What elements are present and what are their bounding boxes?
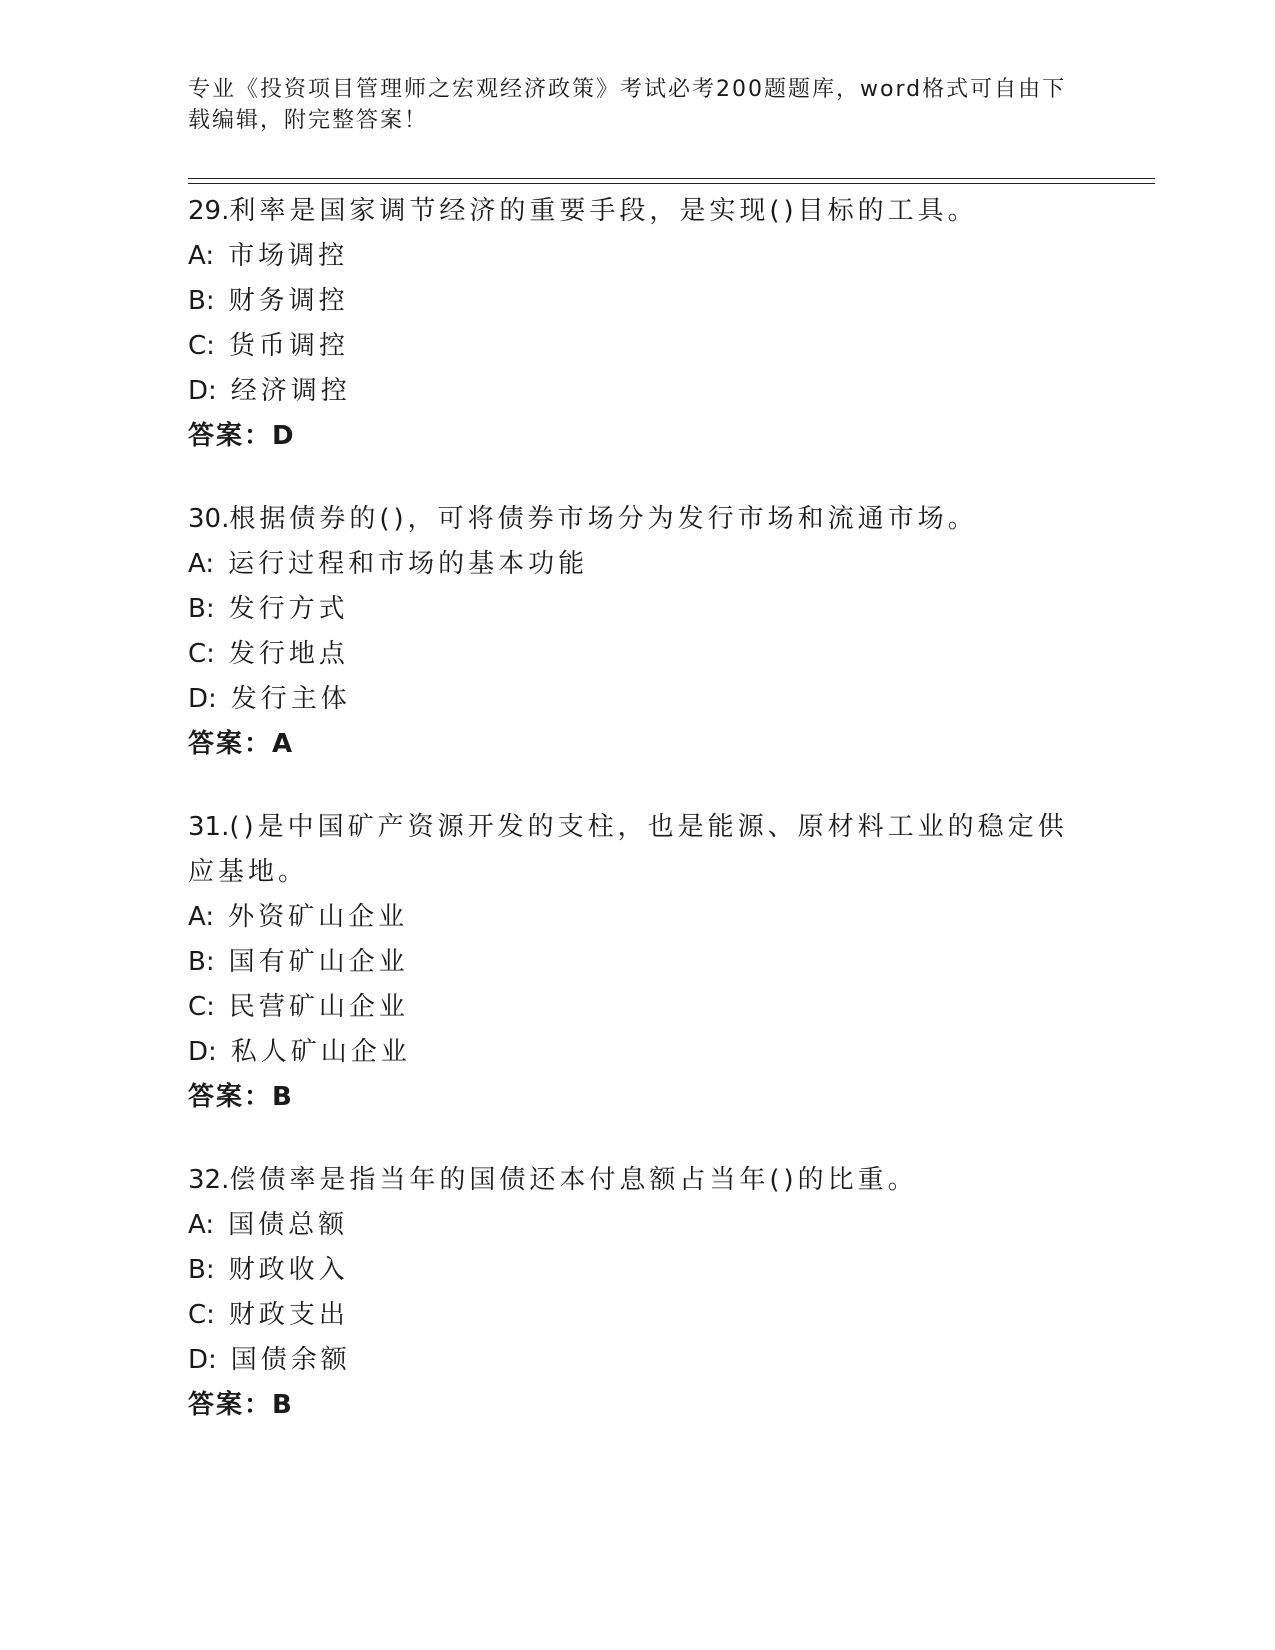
option-key: B: xyxy=(188,594,215,624)
question-stem xyxy=(188,497,1088,542)
option-b xyxy=(188,1248,1088,1293)
answer-label: 答案：D xyxy=(188,421,296,451)
option-text: 财政收入 xyxy=(228,1255,349,1285)
option-a xyxy=(188,542,1088,587)
question-stem xyxy=(188,1158,1088,1203)
option-key: D: xyxy=(188,376,217,406)
option-key: A: xyxy=(188,549,215,579)
option-key: C: xyxy=(188,1300,215,1330)
question-number: 30. xyxy=(188,504,230,534)
option-text: 运行过程和市场的基本功能 xyxy=(228,549,589,579)
option-a xyxy=(188,895,1088,940)
option-text: 国债总额 xyxy=(228,1210,349,1240)
option-key: C: xyxy=(188,639,215,669)
option-text: 外资矿山企业 xyxy=(228,902,409,932)
question-30 xyxy=(188,497,1088,767)
option-b xyxy=(188,940,1088,985)
option-c xyxy=(188,1293,1088,1338)
option-key: D: xyxy=(188,684,217,714)
option-text: 发行方式 xyxy=(228,594,349,624)
option-key: C: xyxy=(188,331,215,361)
option-c xyxy=(188,632,1088,677)
option-d xyxy=(188,1338,1088,1383)
header-divider-bottom xyxy=(188,183,1155,184)
answer-label: 答案：B xyxy=(188,1390,294,1420)
option-text: 经济调控 xyxy=(230,376,351,406)
option-text: 发行主体 xyxy=(230,684,351,714)
option-a xyxy=(188,234,1088,279)
option-a xyxy=(188,1203,1088,1248)
option-b xyxy=(188,279,1088,324)
question-text: 利率是国家调节经济的重要手段，是实现()目标的工具。 xyxy=(229,196,978,226)
option-key: D: xyxy=(188,1037,217,1067)
option-d xyxy=(188,1030,1088,1075)
option-c xyxy=(188,985,1088,1030)
answer-label: 答案：A xyxy=(188,729,295,759)
option-text: 货币调控 xyxy=(228,331,349,361)
option-text: 财务调控 xyxy=(228,286,349,316)
document-header: 专业《投资项目管理师之宏观经济政策》考试必考200题题库，word格式可自由下载编辑，附完整答案！ xyxy=(188,77,1067,133)
option-key: B: xyxy=(188,286,215,316)
option-text: 财政支出 xyxy=(228,1300,349,1330)
question-number: 29. xyxy=(188,196,230,226)
option-key: A: xyxy=(188,1210,215,1240)
option-text: 市场调控 xyxy=(228,241,349,271)
option-key: D: xyxy=(188,1345,217,1375)
option-key: C: xyxy=(188,992,215,1022)
question-list xyxy=(188,189,1088,1466)
header-divider-top xyxy=(188,178,1155,179)
question-number: 31. xyxy=(188,812,230,842)
option-text: 发行地点 xyxy=(228,639,349,669)
question-text: 偿债率是指当年的国债还本付息额占当年()的比重。 xyxy=(229,1165,918,1195)
option-key: B: xyxy=(188,1255,215,1285)
question-number: 32. xyxy=(188,1165,230,1195)
option-key: A: xyxy=(188,241,215,271)
question-stem xyxy=(188,805,1088,895)
question-32 xyxy=(188,1158,1088,1428)
option-key: B: xyxy=(188,947,215,977)
answer-label: 答案：B xyxy=(188,1082,294,1112)
question-29 xyxy=(188,189,1088,459)
option-key: A: xyxy=(188,902,215,932)
option-text: 国债余额 xyxy=(230,1345,351,1375)
question-text: ()是中国矿产资源开发的支柱，也是能源、原材料工业的稳定供应基地。 xyxy=(188,812,1068,887)
question-stem xyxy=(188,189,1088,234)
question-31 xyxy=(188,805,1088,1120)
question-text: 根据债券的()，可将债券市场分为发行市场和流通市场。 xyxy=(229,504,978,534)
option-text: 民营矿山企业 xyxy=(228,992,409,1022)
option-text: 私人矿山企业 xyxy=(230,1037,411,1067)
option-text: 国有矿山企业 xyxy=(228,947,409,977)
option-b xyxy=(188,587,1088,632)
option-c xyxy=(188,324,1088,369)
option-d xyxy=(188,369,1088,414)
option-d xyxy=(188,677,1088,722)
